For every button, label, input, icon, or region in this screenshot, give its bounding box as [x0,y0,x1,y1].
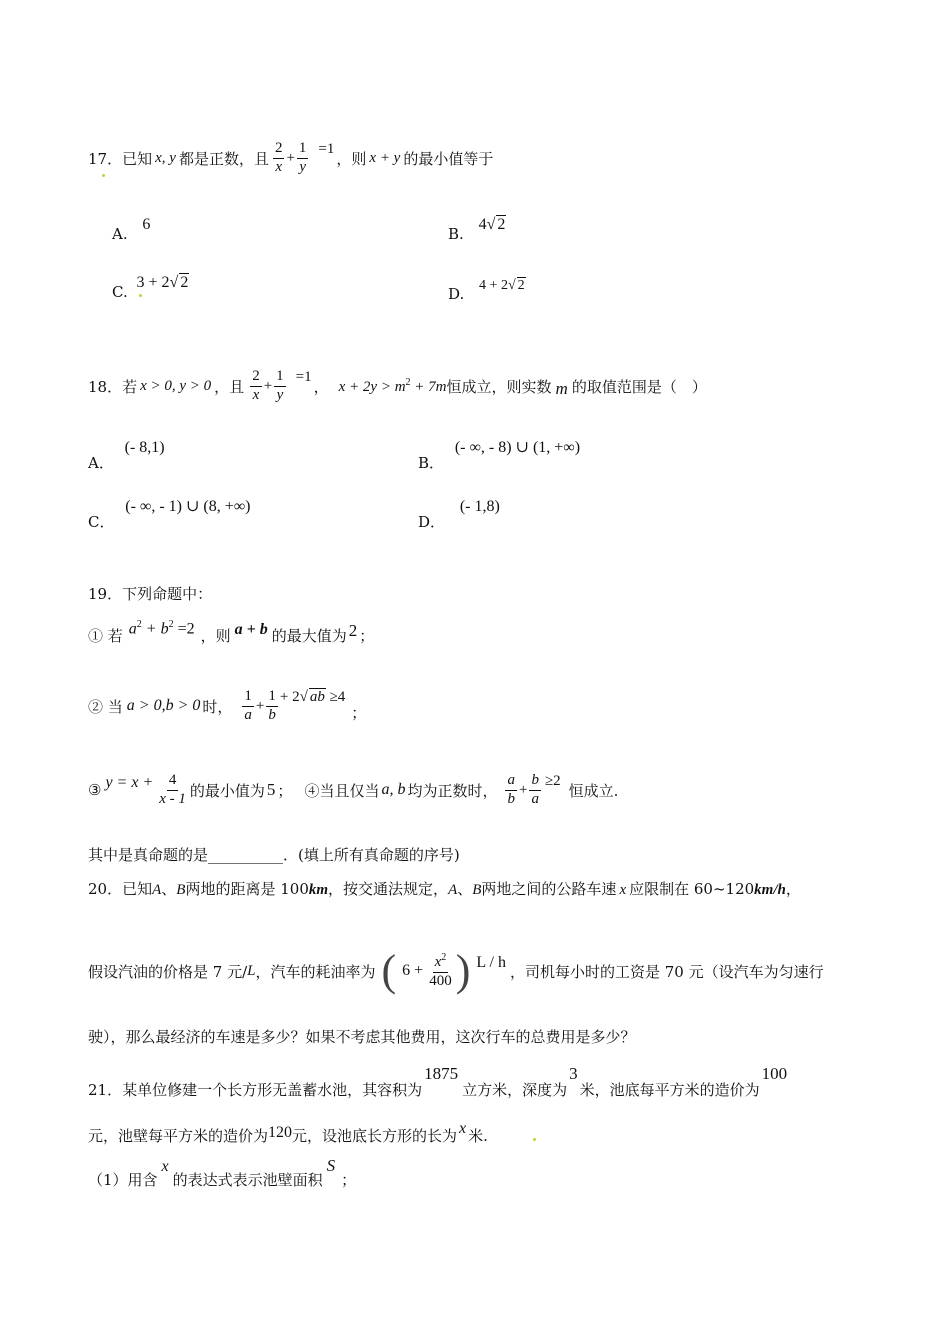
option-a[interactable]: A． (- 8,1) [88,439,165,472]
fraction: $\frac{a}{b}$ [507,772,515,807]
option-b[interactable]: B. 4√ 2 [448,216,506,243]
fraction: $\frac{1}{y}$ [298,140,307,175]
fraction: $\frac{4}{x - 1}$ [159,772,186,807]
math-expression: a > 0,b > 0 [126,697,201,714]
fraction: $\frac{1}{b}$ [268,688,276,723]
fraction: $\frac{2}{x}$ [252,368,260,403]
question-17: 17． 已知 x, y 都是正数，且 $\frac{2}{x}$ + $\frac{1}{y}$ =1 ，则 x + y 的最小值等于 [88,140,494,175]
question-21-line-1: 21． 某单位修建一个长方形无盖蓄水池，其容积为 1875 立方米，深度为 3 米，池底每平方米的造价为 100 [88,1064,788,1099]
option-a[interactable]: A. 6 [112,216,151,243]
math-expression: y = x + [105,774,154,791]
marker-dot [533,1138,536,1141]
question-18: 18． 若 x > 0, y > 0 ，且 $\frac{2}{x}$ + $\frac{1}{y}$ =1 ， $x + 2y > m^2 + 7m$ 恒成立，则实数 m 的取值范围是（ ） [88,368,707,403]
fill-in-prompt: 其中是真命题的是__________．(填上所有真命题的序号) [88,846,460,864]
option-d[interactable]: D． (- 1,8) [418,498,500,531]
marker-dot [139,294,142,297]
fraction: $\frac{1}{a}$ [244,688,252,723]
question-text: 已知 [122,149,153,168]
fraction: $\frac{2}{x}$ [274,140,283,175]
question-21-part-1: （1）用含 x 的表达式表示池壁面积 S ； [88,1156,357,1189]
math-expression: a + b [234,621,268,638]
question-20-line-1: 20．已知A、B两地的距离是 100km，按交通法规定，A、B两地之间的公路车速 x 应限制在 60~120km/h， [88,880,801,898]
question-text: 都是正数，且 [178,149,269,168]
math-expression: x, y [155,149,176,166]
question-number: 20． [88,880,123,898]
option-d[interactable]: D. 4 + 2√ 2 [448,278,525,303]
marker-dot [102,174,105,177]
question-number: 17． [88,149,123,168]
question-20-line-2: 假设汽油的价格是 7 元/ L ，汽车的耗油率为 ( 6 + $\frac{x^2}{400}$ ) L / h ，司机每小时的工资是 70 元（设汽车为匀速行 [88,946,824,995]
question-number: 18． [88,377,123,396]
question-number: 19． [88,585,123,603]
statement-1: ① 若 $a^2 + b^2 =2$ ，则 a + b 的最大值为 2 ； [88,619,375,645]
question-21-line-2: 元，池壁每平方米的造价为 120 元，设池底长方形的长为 x 米. [88,1120,488,1145]
question-20-line-3: 驶），那么最经济的车速是多少？如果不考虑其他费用，这次行车的总费用是多少？ [88,1028,636,1046]
math-expression: $x + 2y > m^2 + 7m$ [338,376,447,395]
fraction: $\frac{1}{y}$ [276,368,284,403]
question-number: 21． [88,1081,123,1099]
statement-2: ② 当 a > 0,b > 0 时， $\frac{1}{a}$ + $\frac{1}{b}$ + 2√ ab ≥4 ； [88,688,367,723]
math-expression: x > 0, y > 0 [140,377,212,394]
math-expression: $a^2 + b^2 =2$ [128,619,195,638]
fraction: $\frac{b}{a}$ [531,772,539,807]
statement-3-4: ③ y = x + $\frac{4}{x - 1}$ 的最小值为 5 ； ④当且仅当 a, b 均为正数时， $\frac{a}{b}$ + $\frac{b}{a}$ ≥2 恒成立. [88,772,619,807]
option-c[interactable]: C. 3 + 2√ 2 [112,274,189,301]
question-19: 19．下列命题中： [88,585,213,603]
fraction: $\frac{x^2}{400}$ [429,952,452,989]
math-expression: x + y [369,149,401,166]
option-b[interactable]: B． (- ∞, - 8) ∪ (1, +∞) [418,439,581,472]
option-c[interactable]: C． (- ∞, - 1) ∪ (8, +∞) [88,498,251,531]
